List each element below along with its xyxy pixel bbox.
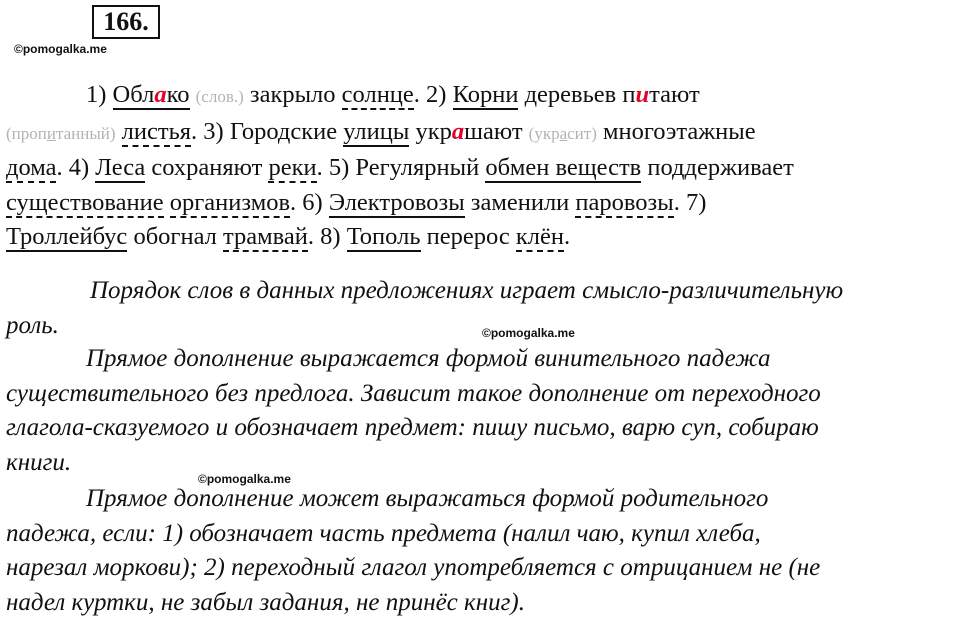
object-word: клён xyxy=(515,223,564,250)
paragraph-line: Прямое дополнение выражается формой винительного падежа xyxy=(86,345,771,372)
object-word: реки xyxy=(268,154,317,181)
exercise-line-4: существование организмов. 6) Электровозы заменили паровозы. 7) xyxy=(6,188,707,216)
text-fragment: шают xyxy=(464,117,529,145)
paragraph-line: глагола-сказуемого и обозначает предмет: пишу письмо, варю суп, собираю xyxy=(6,414,819,442)
text-fragment: . 2) xyxy=(413,81,453,108)
paragraph-line: Прямое дополнение может выражаться формой родительного xyxy=(86,485,769,512)
note: (пропитанный) xyxy=(6,123,116,143)
paragraph-line: надел куртки, не забыл задания, не принёс книг). xyxy=(6,588,525,616)
note: (украсит) xyxy=(528,123,597,143)
watermark: ©pomogalka.me xyxy=(198,472,291,486)
text-fragment: многоэтажные xyxy=(596,117,756,145)
text-fragment: деревьев п xyxy=(518,81,636,108)
exercise-number: 166. xyxy=(92,5,160,39)
text-fragment: закрыло xyxy=(243,81,342,108)
paragraph-line: роль. xyxy=(6,311,59,339)
vowel-mark: и xyxy=(635,81,650,108)
subject-word: Корни xyxy=(452,81,519,108)
object-word: листья xyxy=(121,117,192,145)
paragraph-line: книги. xyxy=(6,448,72,476)
text-fragment: укр xyxy=(409,117,452,145)
text-fragment: 1) xyxy=(86,81,113,108)
subject-word: улицы xyxy=(343,117,410,145)
object-word: дома xyxy=(6,154,57,181)
exercise-text xyxy=(6,78,946,255)
subject-word: Электровозы xyxy=(328,188,465,216)
text-fragment: . 3) Городские xyxy=(191,117,344,145)
paragraph-3 xyxy=(6,482,946,620)
paragraph-line: существительного без предлога. Зависит такое дополнение от переходного xyxy=(6,379,821,407)
exercise-line-3: дома. 4) Леса сохраняют реки. 5) Регулярный обмен веществ поддерживает xyxy=(6,154,794,181)
object-word: трамвай xyxy=(223,223,308,250)
subject-word: Облако xyxy=(112,81,190,108)
text-fragment: тают xyxy=(649,81,700,108)
subject-word: Тополь xyxy=(346,223,421,250)
note: (слов.) xyxy=(195,87,244,106)
paragraph-1 xyxy=(6,274,946,343)
object-word: организмов xyxy=(169,188,291,216)
paragraph-line: падежа, если: 1) обозначает часть предмета (налил чаю, купил хлеба, xyxy=(6,519,761,547)
exercise-line-1 xyxy=(6,78,946,115)
vowel-mark: а xyxy=(451,117,465,145)
paragraph-2 xyxy=(6,342,946,480)
paragraph-line: Порядок слов в данных предложениях играет смысло-различительную xyxy=(90,277,844,304)
subject-word: обмен веществ xyxy=(485,154,642,181)
paragraph-line: нарезал моркови); 2) переходный глагол употребляется с отрицанием не (не xyxy=(6,554,821,582)
object-word: солнце xyxy=(341,81,414,108)
subject-word: Троллейбус xyxy=(6,223,128,250)
object-word: паровозы xyxy=(575,188,674,216)
watermark: ©pomogalka.me xyxy=(14,42,107,56)
object-word: существование xyxy=(6,188,164,216)
subject-word: Леса xyxy=(95,154,146,181)
watermark: ©pomogalka.me xyxy=(482,326,575,340)
exercise-line-5: Троллейбус обогнал трамвай. 8) Тополь перерос клён. xyxy=(6,223,571,250)
exercise-line-2 xyxy=(6,115,946,152)
